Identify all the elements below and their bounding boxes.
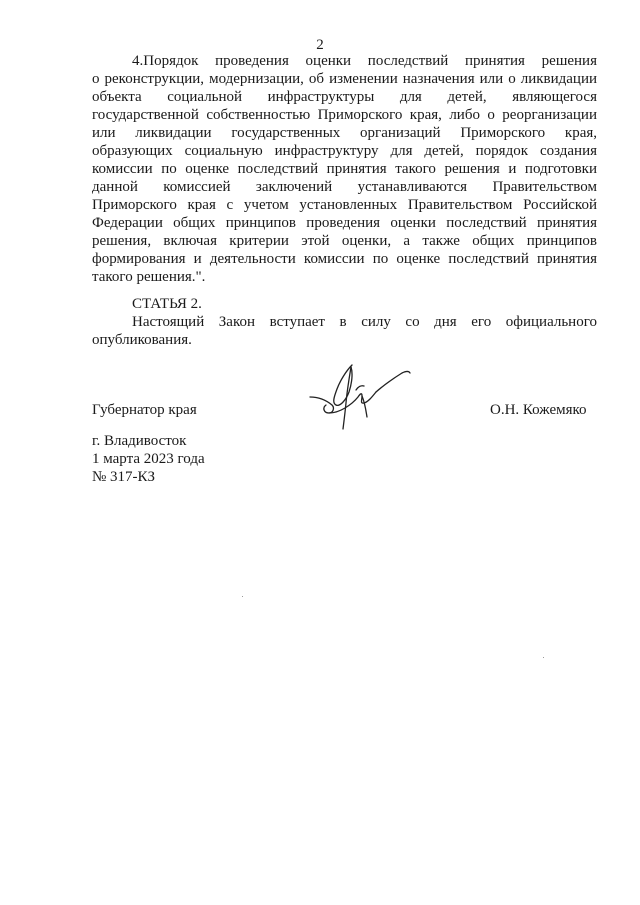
paragraph-line: объекта социальной инфраструктуры для детей, являющегося [92, 89, 597, 105]
article-line: опубликования. [92, 332, 192, 348]
paragraph-line: такого решения.". [92, 269, 206, 285]
signatory-title: Губернатор края [92, 402, 197, 418]
article-heading: СТАТЬЯ 2. [132, 296, 202, 312]
paragraph-line: Приморского края с учетом установленных Правительством Российской [92, 197, 597, 213]
law-date: 1 марта 2023 года [92, 451, 205, 467]
paragraph-line: комиссии по оценке последствий принятия такого решения и подготовки [92, 161, 597, 177]
city: г. Владивосток [92, 433, 187, 449]
paragraph-line: 4.Порядок проведения оценки последствий принятия решения [132, 53, 597, 69]
paragraph-line: решения, включая критерии этой оценки, а также общих принципов [92, 233, 597, 249]
scan-speck [543, 657, 544, 658]
paragraph-line: или ликвидации государственных организаций Приморского края, [92, 125, 597, 141]
paragraph-line: о реконструкции, модернизации, об изменении назначения или о ликвидации [92, 71, 597, 87]
paragraph-4 [92, 52, 597, 286]
paragraph-line: Федерации общих принципов проведения оценки последствий принятия [92, 215, 597, 231]
law-number: № 317-КЗ [92, 469, 156, 485]
article-line: Настоящий Закон вступает в силу со дня его официального [132, 314, 597, 330]
page-number: 2 [316, 37, 324, 53]
paragraph-line: государственной собственностью Приморского края, либо о реорганизации [92, 107, 597, 123]
scan-speck [242, 596, 243, 597]
signatory-name: О.Н. Кожемяко [490, 402, 587, 418]
paragraph-line: формирования и деятельности комиссии по оценке последствий принятия [92, 251, 597, 267]
handwritten-signature [302, 345, 417, 435]
article-2-body [92, 313, 597, 349]
paragraph-line: образующих социальную инфраструктуру для детей, порядок создания [92, 143, 597, 159]
place-date-block [92, 432, 205, 486]
paragraph-line: данной комиссией заключений устанавливаются Правительством [92, 179, 597, 195]
